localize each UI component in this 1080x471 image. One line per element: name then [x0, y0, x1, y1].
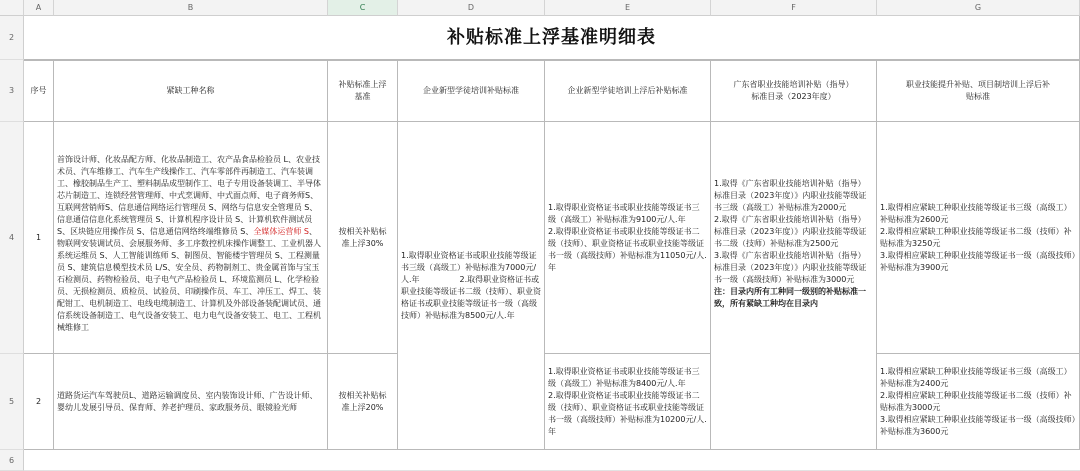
select-all-corner[interactable]: [0, 0, 24, 16]
page-title-text: 补贴标准上浮基准明细表: [447, 26, 656, 48]
row1-uplift-cell[interactable]: [328, 122, 398, 354]
header-cell-d[interactable]: [398, 60, 545, 122]
row1-seq-cell[interactable]: [24, 122, 54, 354]
header-occupation: 紧缺工种名称: [166, 86, 215, 95]
row-header-3[interactable]: 3: [0, 60, 24, 122]
column-header-c[interactable]: C: [328, 0, 398, 16]
row2-seq-cell[interactable]: [24, 354, 54, 450]
row2-occupations: 道路货运汽车驾驶员L、道路运输调度员、室内装饰设计师、广告设计师、婴幼儿发展引导员、保育师、养老护理员、家政服务员、眼镜验光师: [57, 390, 318, 412]
guangdong-catalog-text: 1.取得《广东省职业技能培训补贴（指导）标准目录（2023年度）》内职业技能等级证书三级（高级工）补贴标准为2000元 2.取得《广东省职业技能培训补贴（指导）标准目录（2023年度）》内职业技能等级证书二级（技师）补贴标准为2500元 3.取得《广东省职业技能培训补贴（指导）标准目录（2023年度）》内职业技能等级证书一级（高级技师）补贴标准为3000元: [714, 179, 867, 284]
row2-occupation-cell[interactable]: [54, 354, 328, 450]
header-cell-f[interactable]: [711, 60, 877, 122]
row1-occupations-part1: 首饰设计师、化妆品配方师、化妆品制造工、农产品食品检验员 L、农业技术员、汽车维修工、汽车生产线操作工、汽车零部件再制造工、汽车装调工、橡胶制品生产工、塑料制品成型制作工、电子专用设备装调工、半导体芯片制造工、连锁经营管理师、中式烹调师、中式面点师、电子商务师S、互联网营销师S、信息通信网络运行管理员 S、网络与信息安全管理员 S、信息通信信息化系统管理员 S、计算机程序设计员 S、计算机软件测试员 S、区块链应用操作员 S、信息通信网络终端维修员 S、: [57, 154, 321, 236]
header-cell-c[interactable]: [328, 60, 398, 122]
row1-occupation-cell[interactable]: [54, 122, 328, 354]
header-guangdong-catalog: 广东省职业技能培训补贴（指导） 标准目录（2023年度）: [733, 80, 854, 101]
guangdong-catalog-note: 注：目录内所有工种同一级别的补贴标准一致，所有紧缺工种均在目录内: [714, 287, 866, 308]
row2-apprentice-uplifted-cell[interactable]: [545, 354, 711, 450]
column-header-b[interactable]: B: [54, 0, 328, 16]
row1-uplift: 按相关补贴标 准上浮30%: [338, 226, 387, 248]
apprentice-standard-text: 1.取得职业资格证书或职业技能等级证书三级（高级工）补贴标准为7000元/人.年 2.取得职业资格证书或职业技能等级证书二级（技师）、职业资格证书或职业技能等级证书一级（高级技师）补贴标准为8500元/人.年: [401, 250, 541, 320]
guangdong-catalog-cell[interactable]: [711, 122, 877, 450]
row-header-4[interactable]: 4: [0, 122, 24, 354]
header-cell-e[interactable]: [545, 60, 711, 122]
row2-seq: 2: [35, 396, 42, 406]
header-apprentice-uplifted: 企业新型学徒培训上浮后补贴标准: [567, 86, 688, 95]
column-header-g[interactable]: G: [877, 0, 1080, 16]
row1-skill-uplift: 1.取得相应紧缺工种职业技能等级证书三级（高级工）补贴标准为2600元 2.取得相应紧缺工种职业技能等级证书二级（技师）补贴标准为3250元 3.取得相应紧缺工种职业技能等级证书一级（高级技师）补贴标准为3900元: [880, 202, 1076, 272]
column-header-e[interactable]: E: [545, 0, 711, 16]
row2-skill-uplift: 1.取得相应紧缺工种职业技能等级证书三级（高级工）补贴标准为2400元 2.取得相应紧缺工种职业技能等级证书二级（技师）补贴标准为3000元 3.取得相应紧缺工种职业技能等级证书一级（高级技师）补贴标准为3600元: [880, 366, 1076, 436]
header-cell-b[interactable]: [54, 60, 328, 122]
header-apprentice-standard: 企业新型学徒培训补贴标准: [423, 86, 519, 95]
row1-occupations-part2: 、物联网安装调试员、会展服务师、多工序数控机床操作调整工、工业机器人系统运维员 S、人工智能训练师 S、制图员、智能楼宇管理员 S、工程测量员 S、建筑信息模型技术员 L/S、安全员、药物制剂工、贵金属首饰与宝玉石检测员、药物检验员、电子电气产品检验员 L、环境监测员 L、化学检验员、无损检测员、质检员、试验员、印刷操作员、车工、冲压工、焊工、装配钳工、电机制造工、电线电缆制造工、计算机及外部设备装配调试员、通信系统设备制造工、电气设备安装工、电力电气设备安装工、电工、工程机械维修工: [57, 226, 321, 332]
row1-skill-uplift-cell[interactable]: [877, 122, 1080, 354]
row-header-6[interactable]: 6: [0, 450, 24, 471]
row2-uplift: 按相关补贴标 准上浮20%: [338, 390, 387, 412]
row1-occupation-highlight: 全媒体运营师 S: [253, 226, 309, 236]
header-uplift: 补贴标准上浮 基准: [338, 80, 387, 101]
header-cell-g[interactable]: [877, 60, 1080, 122]
empty-row-6[interactable]: [24, 450, 1080, 471]
row2-apprentice-uplifted: 1.取得职业资格证书或职业技能等级证书三级（高级工）补贴标准为8400元/人.年 2.取得职业资格证书或职业技能等级证书二级（技师）、职业资格证书或职业技能等级证书一级（高级技师）补贴标准为10200元/人.年: [548, 366, 707, 436]
row1-seq: 1: [35, 232, 42, 242]
header-skill-uplift: 职业技能提升补贴、项目制培训上浮后补 贴标准: [906, 80, 1050, 101]
header-seq: 序号: [30, 86, 47, 95]
row1-apprentice-uplifted: 1.取得职业资格证书或职业技能等级证书三级（高级工）补贴标准为9100元/人.年 2.取得职业资格证书或职业技能等级证书二级（技师）、职业资格证书或职业技能等级证书一级（高级技师）补贴标准为11050元/人.年: [548, 202, 707, 272]
header-cell-a[interactable]: [24, 60, 54, 122]
row2-uplift-cell[interactable]: [328, 354, 398, 450]
column-header-f[interactable]: F: [711, 0, 877, 16]
row2-skill-uplift-cell[interactable]: [877, 354, 1080, 450]
column-header-d[interactable]: D: [398, 0, 545, 16]
page-title[interactable]: [24, 16, 1080, 60]
apprentice-standard-cell[interactable]: [398, 122, 545, 450]
column-header-a[interactable]: A: [24, 0, 54, 16]
row-header-5[interactable]: 5: [0, 354, 24, 450]
row-header-2[interactable]: 2: [0, 16, 24, 60]
row1-apprentice-uplifted-cell[interactable]: [545, 122, 711, 354]
